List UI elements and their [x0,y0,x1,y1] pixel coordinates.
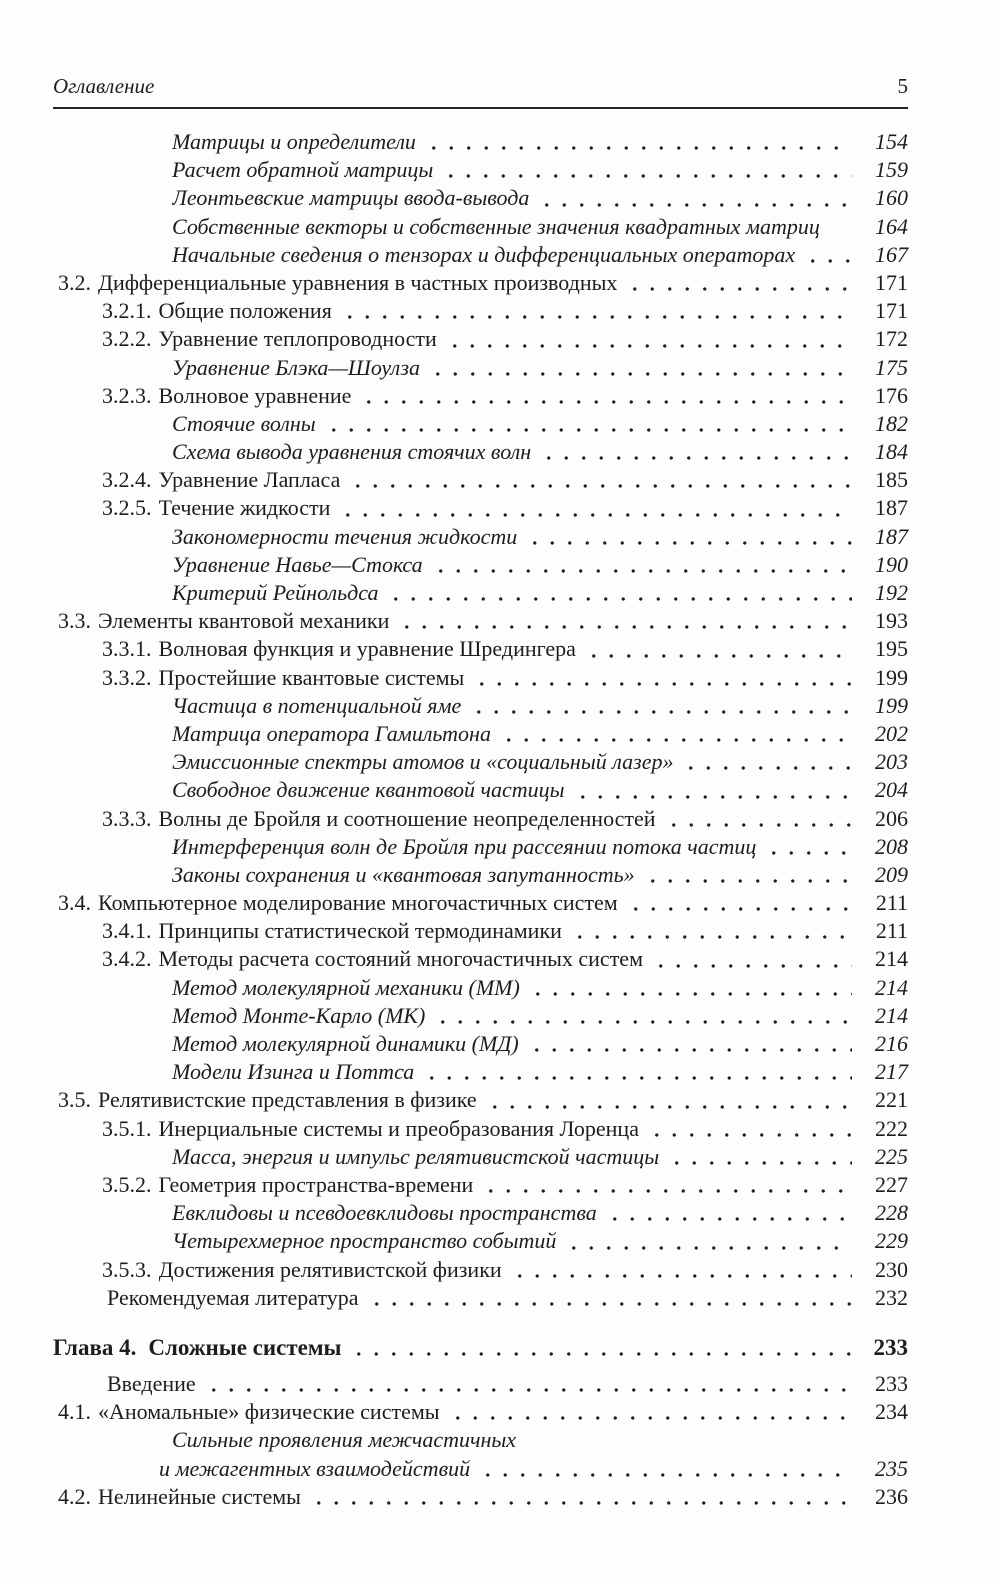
toc-entry [53,1398,908,1426]
entry-title: Уравнение теплопроводности [158,326,437,352]
dot-leader [571,917,852,945]
entry-title: Уравнение Навье—Стокса [172,551,423,577]
toc-entry [53,213,908,241]
toc-entry [53,945,908,973]
toc-entry [53,156,908,184]
entry-title: Свободное движение квантовой частицы [172,777,565,803]
toc-entry [53,1199,908,1227]
toc-entry [53,861,908,889]
dot-leader [665,805,852,833]
dot-leader [829,213,852,241]
toc-entry [53,1426,908,1454]
entry-title: Элементы квантовой механики [98,608,390,634]
entry-number: 3.4. [58,890,91,916]
toc-entry [53,1030,908,1058]
entry-title: Начальные сведения о тензорах и дифференциальных операторах [172,241,796,267]
dot-leader [341,297,852,325]
dot-leader [511,1256,852,1284]
toc-entry [53,579,908,607]
toc-entry [53,438,908,466]
entry-page-number: 221 [875,1087,908,1113]
entry-page-number: 227 [875,1171,908,1197]
toc-entry [53,1143,908,1171]
entry-page-number: 167 [875,241,908,267]
entry-page-number: 232 [875,1284,908,1310]
entry-title: Принципы статистической термодинамики [158,918,562,944]
dot-leader [473,664,852,692]
entry-title: Критерий Рейнольдса [172,580,379,605]
dot-leader [529,974,852,1002]
toc-entry [53,523,908,551]
entry-page-number: 230 [875,1256,908,1282]
entry-page-number: 185 [875,467,908,493]
entry-page-number: 176 [875,382,908,408]
entry-page-number: 192 [875,580,908,605]
entry-number: 4.2. [58,1483,91,1509]
entry-page-number: 235 [875,1455,908,1481]
entry-number: 3.2.2. [102,326,152,352]
entry-title: Метод Монте-Карло (МК) [172,1002,426,1028]
entry-title: Интерференция волн де Бройля при рассеянии потока частиц [172,833,757,859]
entry-title: Закономерности течения жидкости [172,523,518,549]
dot-leader [442,156,852,184]
entry-title: Схема вывода уравнения стоячих волн [172,439,532,465]
entry-page-number: 195 [875,636,908,662]
entry-title: Собственные векторы и собственные значения квадратных матриц [172,213,820,239]
entry-title: Модели Изинга и Поттса [172,1059,415,1085]
dot-leader [339,494,852,522]
dot-leader [682,748,852,776]
dot-leader [482,1171,852,1199]
entry-number: 3.3. [58,608,91,634]
toc-entry [53,635,908,663]
entry-number: 3.2.5. [102,495,152,521]
dot-leader [574,776,852,804]
entry-page-number: 214 [875,1002,908,1028]
toc-entry [53,128,908,156]
entry-page-number: 222 [875,1115,908,1141]
toc-entry [53,382,908,410]
entry-title: Дифференциальные уравнения в частных производных [98,269,618,295]
dot-leader [538,184,852,212]
entry-page-number: 236 [875,1483,908,1509]
toc-entry [53,748,908,776]
entry-page-number: 202 [875,720,908,746]
dot-leader [349,466,852,494]
dot-leader [525,1426,852,1454]
toc-entry [53,833,908,861]
dot-leader [360,382,852,410]
entry-number: 3.5.3. [102,1256,152,1282]
dot-leader [648,1115,852,1143]
entry-number: 3.5.1. [102,1115,152,1141]
toc-entry [53,184,908,212]
dot-leader [425,128,852,156]
toc-entry [53,325,908,353]
entry-number: 3.2.3. [102,382,152,408]
toc-entry [53,1455,908,1483]
entry-title: Метод молекулярной динамики (МД) [172,1031,519,1056]
entry-page-number: 182 [875,410,908,436]
entry-title: Методы расчета состояний многочастичных систем [158,946,643,972]
dot-leader [585,635,852,663]
entry-title: Общие положения [158,298,332,324]
entry-title: Волны де Бройля и соотношение неопределенностей [158,805,656,831]
entry-page-number: 225 [875,1143,908,1169]
entry-title: Стоячие волны [172,410,316,436]
toc-entry [53,1370,908,1398]
toc-entry [53,551,908,579]
entry-title: Эмиссионные спектры атомов и «социальный лазер» [172,749,674,775]
entry-number: 3.3.2. [102,664,152,690]
toc-entry [53,297,908,325]
entry-title: Расчет обратной матрицы [172,157,434,183]
entry-title: Четырехмерное пространство событий [172,1228,557,1254]
entry-number: 3.2. [58,269,91,295]
dot-leader [479,1455,852,1483]
dot-leader [446,325,852,353]
dot-leader [434,1002,852,1030]
entry-title: Евклидовы и псевдоевклидовы пространства [172,1200,597,1226]
header-rule [53,107,908,109]
toc-entry [53,494,908,522]
entry-number: 3.5. [58,1087,91,1113]
running-head-title: Оглавление [53,74,155,98]
dot-leader [765,833,852,861]
running-head [53,0,908,99]
entry-page-number: 164 [875,213,908,239]
entry-page-number: 193 [875,608,908,634]
entry-page-number: 187 [875,523,908,549]
entry-title: Волновая функция и уравнение Шредингера [158,636,576,662]
entry-number: 3.4.1. [102,918,152,944]
toc-entry [53,1058,908,1086]
entry-title: Законы сохранения и «квантовая запутанность» [172,861,635,887]
entry-title: Релятивистские представления в физике [98,1087,477,1113]
toc-entry [53,776,908,804]
dot-leader [432,551,852,579]
dot-leader [325,410,852,438]
entry-page-number: 171 [875,269,908,295]
entry-page-number: 233 [875,1371,908,1397]
entry-page-number: 184 [875,439,908,465]
entry-title: Нелинейные системы [98,1483,301,1509]
toc-entry [53,664,908,692]
entry-page-number: 208 [875,833,908,859]
toc-entry [53,1171,908,1199]
toc-entry [53,1483,908,1511]
dot-leader [804,241,852,269]
entry-number: 3.5.2. [102,1171,152,1197]
toc-entry [53,917,908,945]
dot-leader [368,1284,852,1312]
running-head-page-number: 5 [897,74,908,98]
entry-page-number: 211 [875,890,908,916]
dot-leader [627,889,852,917]
dot-leader [565,1227,852,1255]
entry-page-number: 211 [875,918,908,944]
dot-leader [205,1370,852,1398]
entry-page-number: 199 [875,664,908,690]
toc-entry [53,1086,908,1114]
dot-leader [470,692,852,720]
entry-page-number: 175 [875,354,908,380]
entry-page-number: 229 [875,1228,908,1254]
entry-page-number: 217 [875,1059,908,1085]
dot-leader [540,438,852,466]
dot-leader [398,607,852,635]
entry-title: и межагентных взаимодействий [159,1455,471,1481]
dot-leader [429,354,852,382]
entry-page-number: 233 [873,1334,908,1360]
entry-page-number: 199 [875,692,908,718]
entry-page-number: 206 [875,805,908,831]
dot-leader [350,1334,859,1362]
dot-leader [626,269,852,297]
entry-title: Достижения релятивистской физики [158,1256,502,1282]
entry-page-number: 216 [875,1031,908,1056]
dot-leader [644,861,852,889]
entry-page-number: 203 [875,749,908,775]
entry-title: Компьютерное моделирование многочастичных систем [98,890,618,916]
entry-title: Матрицы и определители [172,129,416,154]
dot-leader [528,1030,852,1058]
entry-title: Простейшие квантовые системы [158,664,465,690]
entry-page-number: 214 [875,974,908,1000]
entry-title: Рекомендуемая литература [107,1284,359,1310]
entry-title: Инерциальные системы и преобразования Лоренца [158,1115,639,1141]
toc-entry [53,1227,908,1255]
entry-title: Уравнение Блэка—Шоулза [172,354,421,380]
toc-entry [53,410,908,438]
entry-number: 3.2.1. [102,298,152,324]
entry-page-number: 209 [875,861,908,887]
toc-entry [53,692,908,720]
entry-page-number: 172 [875,326,908,352]
toc-entry [53,241,908,269]
dot-leader [387,579,852,607]
entry-number: 3.3.3. [102,805,152,831]
entry-title: Леонтьевские матрицы ввода-вывода [172,185,530,211]
dot-leader [423,1058,852,1086]
entry-title: Масса, энергия и импульс релятивистской частицы [172,1143,660,1169]
toc-entry [53,720,908,748]
dot-leader [668,1143,852,1171]
entry-page-number: 234 [875,1399,908,1425]
entry-number: 3.3.1. [102,636,152,662]
entry-page-number: 154 [875,129,908,154]
entry-page-number: 187 [875,495,908,521]
entry-title: Волновое уравнение [158,382,352,408]
entry-title: Течение жидкости [158,495,331,521]
entry-title: «Аномальные» физические системы [98,1399,440,1425]
dot-leader [500,720,852,748]
entry-title: Уравнение Лапласа [158,467,341,493]
entry-number: 3.4.2. [102,946,152,972]
entry-title: Сильные проявления межчастичных [172,1427,517,1453]
toc-entry [53,889,908,917]
toc-entry [53,1334,908,1362]
dot-leader [526,523,852,551]
toc-entry [53,1115,908,1143]
entry-title: Частица в потенциальной яме [172,692,462,718]
entry-number: Глава 4. [53,1334,137,1360]
entry-page-number: 159 [875,157,908,183]
dot-leader [449,1398,852,1426]
entry-page-number: 204 [875,777,908,803]
toc-entry [53,805,908,833]
toc-list [53,128,908,1511]
entry-page-number: 160 [875,185,908,211]
entry-title: Сложные системы [148,1334,342,1360]
toc-entry [53,1284,908,1312]
toc-entry [53,1002,908,1030]
dot-leader [652,945,852,973]
toc-entry [53,354,908,382]
toc-entry [53,974,908,1002]
toc-entry [53,1256,908,1284]
toc-entry [53,269,908,297]
dot-leader [606,1199,852,1227]
toc-entry [53,466,908,494]
entry-title: Геометрия пространства-времени [158,1171,474,1197]
dot-leader [486,1086,852,1114]
entry-page-number: 228 [875,1200,908,1226]
entry-page-number: 171 [875,298,908,324]
entry-number: 3.2.4. [102,467,152,493]
toc-entry [53,607,908,635]
dot-leader [310,1483,852,1511]
entry-title: Метод молекулярной механики (ММ) [172,974,520,1000]
entry-title: Введение [107,1371,196,1397]
entry-title: Матрица оператора Гамильтона [172,720,491,746]
entry-page-number: 190 [875,551,908,577]
entry-number: 4.1. [58,1399,91,1425]
entry-page-number: 214 [875,946,908,972]
